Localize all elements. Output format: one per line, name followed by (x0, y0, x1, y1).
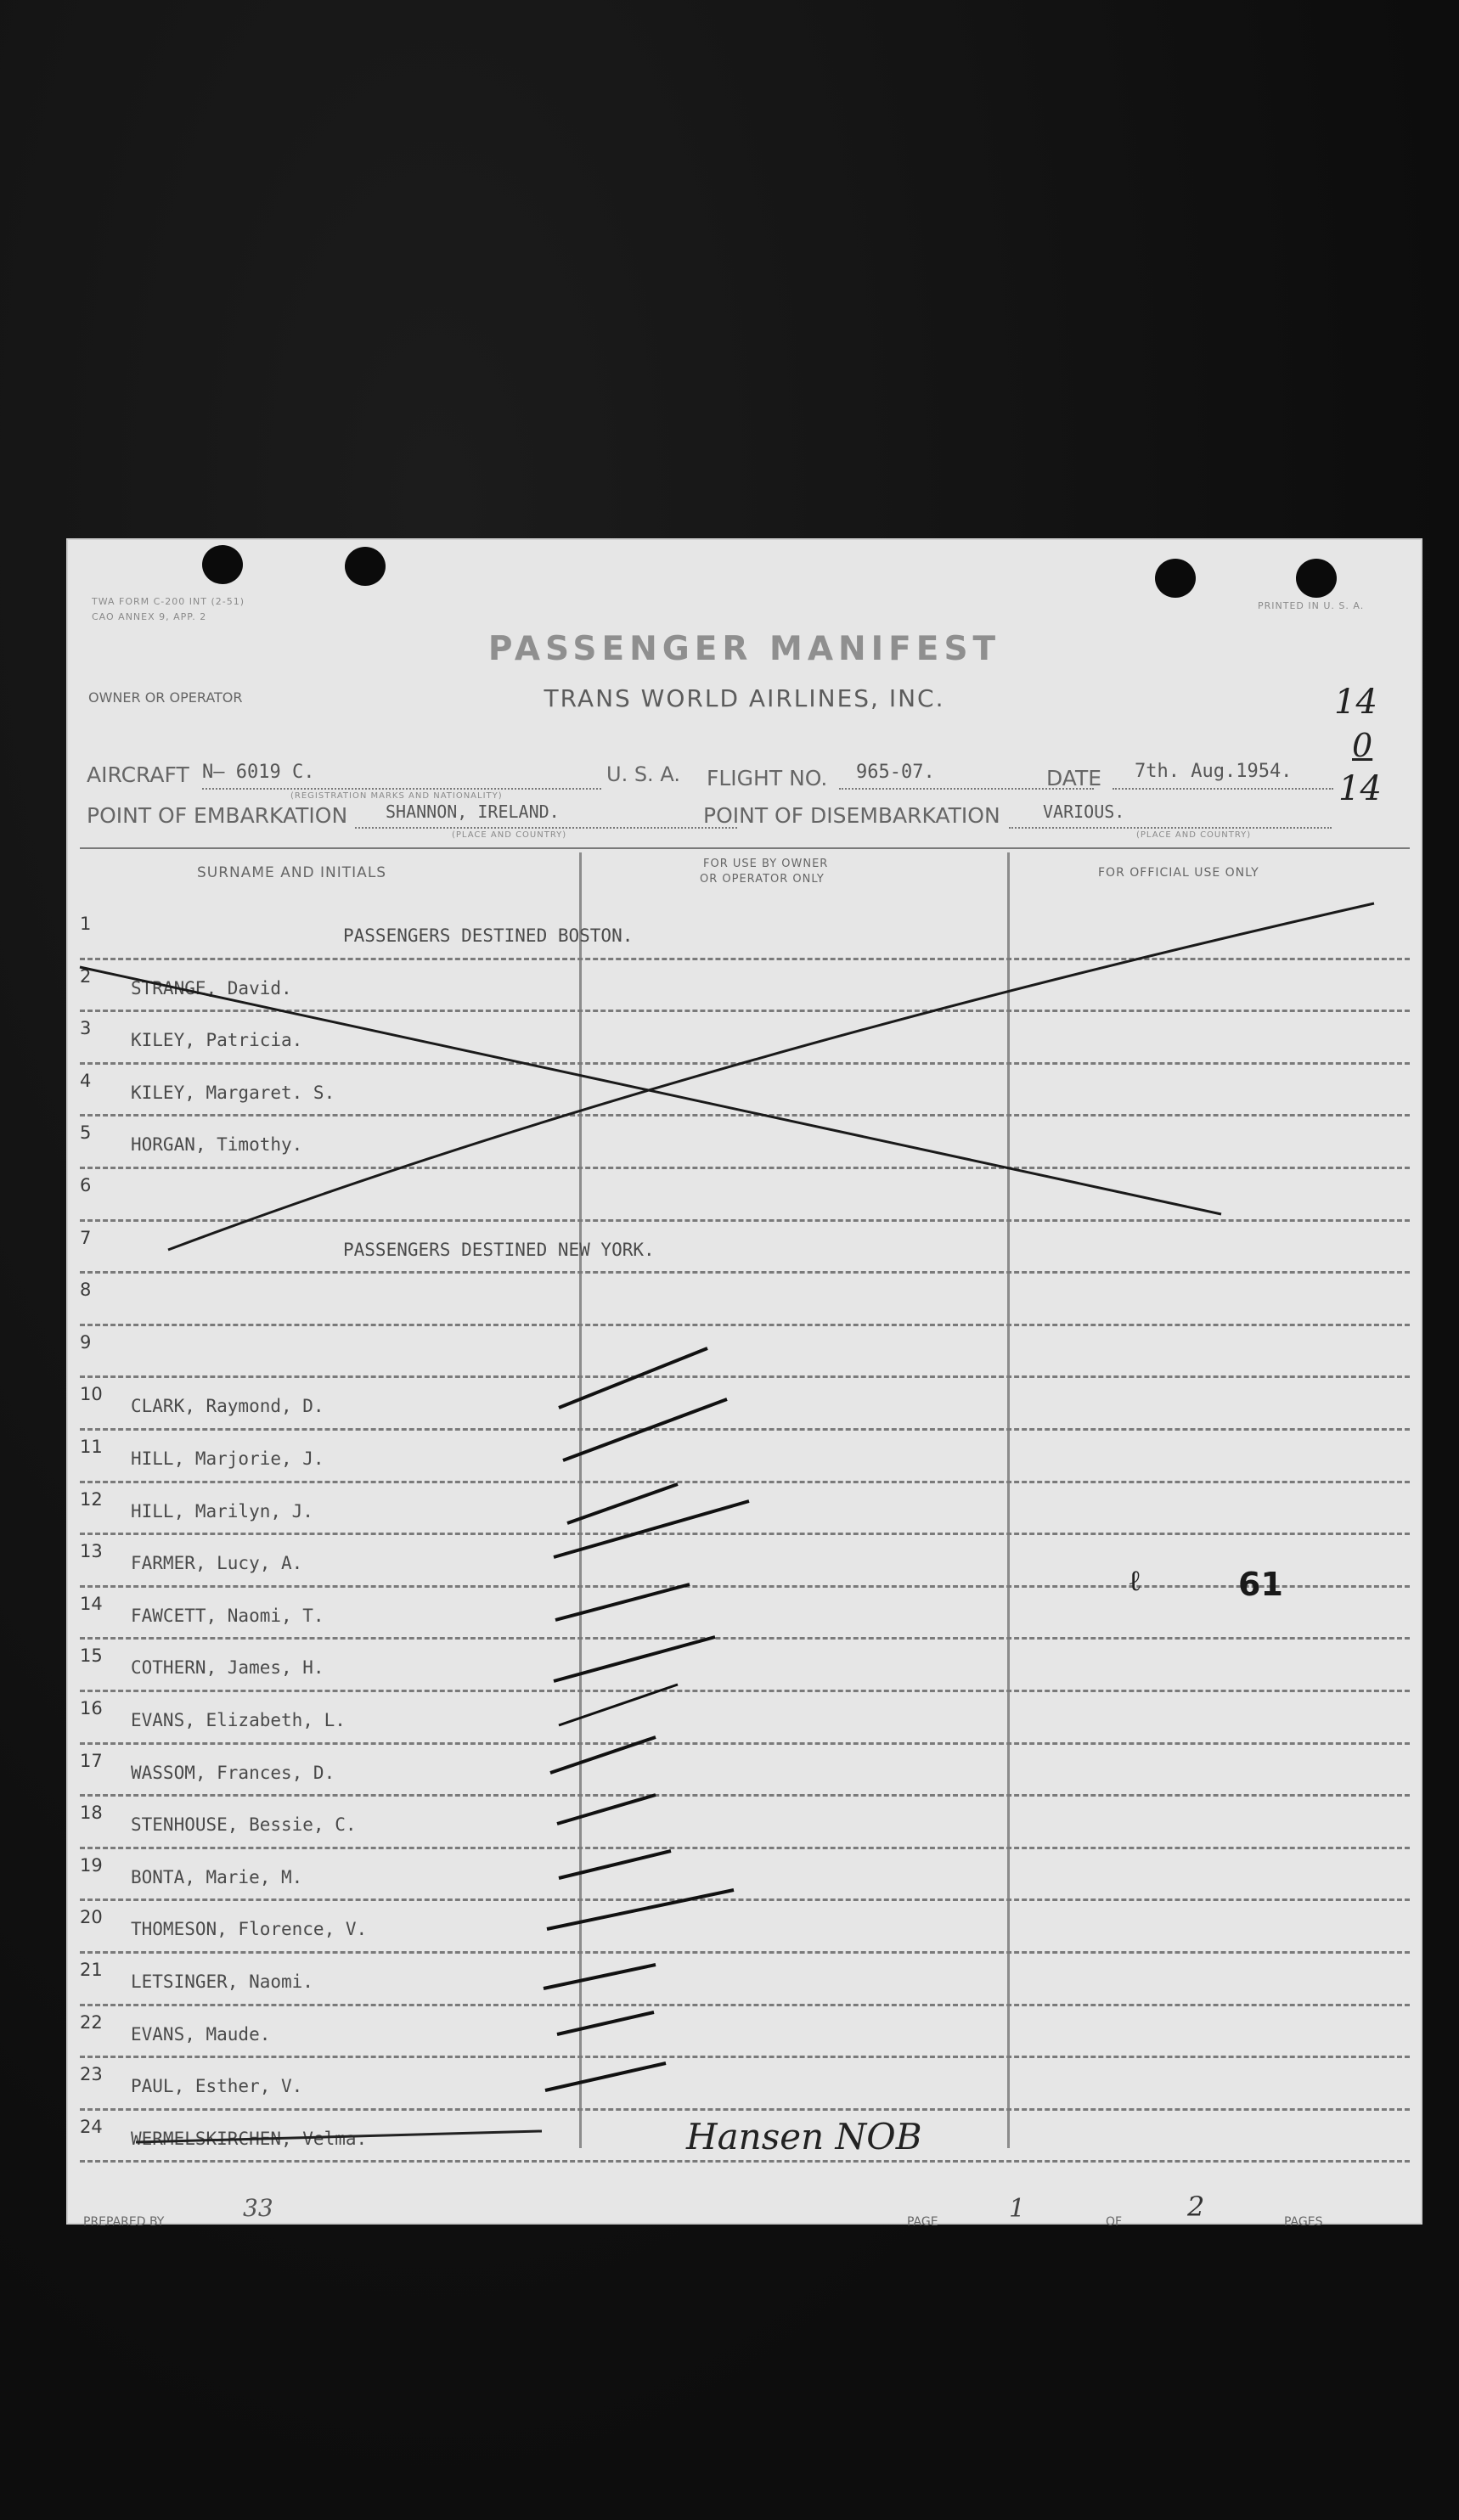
row-number: 2 (80, 966, 92, 987)
row-rule (80, 1533, 1410, 1535)
passenger-name: EVANS, Maude. (131, 2024, 271, 2045)
row-rule (80, 1951, 1410, 1954)
row-rule (80, 2056, 1410, 2058)
check-stroke (544, 1965, 656, 1988)
pages-label: PAGES (1284, 2215, 1323, 2229)
official-mark-number: 61 (1238, 1566, 1283, 1603)
handwritten-count: 14 (1338, 769, 1382, 808)
of-label: OF (1106, 2215, 1123, 2229)
page-label: PAGE (907, 2215, 938, 2229)
row-number: 19 (80, 1855, 103, 1876)
passenger-name: STENHOUSE, Bessie, C. (131, 1814, 357, 1835)
cross-out-line (168, 903, 1374, 1250)
row-number: 17 (80, 1751, 103, 1771)
row-rule (80, 1794, 1410, 1797)
punch-hole (1155, 559, 1196, 598)
check-stroke (547, 1890, 734, 1929)
row-number: 23 (80, 2064, 103, 2084)
field-line (202, 788, 601, 790)
column-header-owner-use: OR OPERATOR ONLY (700, 873, 825, 886)
passenger-name: THOMESON, Florence, V. (131, 1919, 368, 1939)
manifest-sheet (66, 538, 1422, 2229)
passenger-name: WERMELSKIRCHEN, Velma. (131, 2129, 368, 2149)
row-rule (80, 1114, 1410, 1117)
row-number: 10 (80, 1384, 103, 1404)
page-value: 1 (1009, 2194, 1026, 2224)
row-rule (80, 1481, 1410, 1483)
row-rule (80, 1062, 1410, 1065)
row-rule (80, 1847, 1410, 1849)
punch-hole (202, 545, 243, 584)
check-stroke (554, 1501, 749, 1557)
row-rule (80, 958, 1410, 960)
row-number: 3 (80, 1018, 92, 1038)
handwritten-count: 0 (1352, 727, 1373, 764)
owner-label: OWNER OR OPERATOR (88, 689, 243, 706)
disembark-value: VARIOUS. (1043, 802, 1125, 822)
passenger-name: COTHERN, James, H. (131, 1657, 324, 1678)
registration-note: (REGISTRATION MARKS AND NATIONALITY) (290, 791, 503, 801)
group-heading: PASSENGERS DESTINED NEW YORK. (343, 1240, 655, 1260)
aircraft-label: AIRCRAFT (87, 762, 189, 787)
column-header-surname: SURNAME AND INITIALS (197, 864, 387, 881)
check-stroke (557, 2012, 654, 2034)
row-number: 13 (80, 1541, 103, 1561)
passenger-name: CLARK, Raymond, D. (131, 1396, 324, 1416)
row-rule (80, 1324, 1410, 1326)
row-number: 16 (80, 1698, 103, 1718)
passenger-name: PAUL, Esther, V. (131, 2076, 303, 2096)
embark-label: POINT OF EMBARKATION (87, 803, 348, 828)
row-rule (80, 2108, 1410, 2111)
passenger-name: KILEY, Patricia. (131, 1030, 303, 1050)
row-rule (80, 1898, 1410, 1901)
embark-note: (PLACE AND COUNTRY) (452, 830, 567, 840)
aircraft-value: N— 6019 C. (202, 762, 315, 783)
row-rule (80, 1375, 1410, 1378)
field-line (355, 827, 737, 829)
table-top-rule (80, 847, 1410, 849)
row-rule (80, 1585, 1410, 1588)
row-number: 15 (80, 1645, 103, 1666)
passenger-name: FARMER, Lucy, A. (131, 1553, 303, 1573)
flight-label: FLIGHT NO. (707, 766, 828, 790)
row-rule (80, 1010, 1410, 1012)
row-rule (80, 1637, 1410, 1640)
row-number: 4 (80, 1071, 92, 1091)
form-annex: CAO ANNEX 9, APP. 2 (92, 611, 207, 622)
check-stroke (554, 1637, 715, 1681)
punch-hole (1296, 559, 1337, 598)
row-number: 6 (80, 1175, 92, 1195)
row-number: 22 (80, 2012, 103, 2033)
disembark-note: (PLACE AND COUNTRY) (1136, 830, 1252, 840)
row-number: 18 (80, 1803, 103, 1823)
check-stroke (559, 1851, 671, 1878)
nationality: U. S. A. (606, 762, 680, 786)
flight-value: 965-07. (856, 762, 935, 783)
airline-name: TRANS WORLD AIRLINES, INC. (544, 684, 945, 712)
date-value: 7th. Aug.1954. (1135, 761, 1293, 782)
passenger-name: STRANGE, David. (131, 978, 292, 998)
embark-value: SHANNON, IRELAND. (386, 802, 560, 822)
row-number: 1 (80, 914, 92, 934)
row-rule (80, 1428, 1410, 1431)
check-stroke (557, 1795, 656, 1824)
punch-hole (345, 547, 386, 586)
row-number: 5 (80, 1122, 92, 1143)
row-number: 21 (80, 1960, 103, 1980)
passenger-name: BONTA, Marie, M. (131, 1867, 303, 1887)
prepared-by-label: PREPARED BY (83, 2215, 165, 2229)
passenger-name: EVANS, Elizabeth, L. (131, 1710, 346, 1730)
check-stroke (555, 1584, 690, 1620)
passenger-name: HILL, Marjorie, J. (131, 1448, 324, 1469)
printed-note: PRINTED IN U. S. A. (1258, 600, 1365, 611)
row-rule (80, 1742, 1410, 1745)
row-number: 20 (80, 1907, 103, 1927)
row-rule (80, 2004, 1410, 2006)
form-code: TWA FORM C-200 INT (2-51) (92, 596, 245, 607)
date-label: DATE (1046, 766, 1102, 790)
disembark-label: POINT OF DISEMBARKATION (703, 803, 1000, 828)
column-divider (1007, 852, 1010, 2148)
passenger-name: HILL, Marilyn, J. (131, 1501, 313, 1522)
check-stroke (567, 1484, 678, 1523)
row-number: 7 (80, 1228, 92, 1248)
row-number: 14 (80, 1594, 103, 1614)
of-value: 2 (1187, 2191, 1205, 2223)
passenger-name: KILEY, Margaret. S. (131, 1083, 335, 1103)
handwritten-count: 14 (1334, 683, 1377, 722)
row-rule (80, 1271, 1410, 1274)
column-divider (579, 852, 582, 2148)
row-rule (80, 1219, 1410, 1222)
group-heading: PASSENGERS DESTINED BOSTON. (343, 925, 634, 946)
field-line (1009, 827, 1332, 829)
page-title: PASSENGER MANIFEST (487, 630, 1001, 668)
row-number: 9 (80, 1332, 92, 1353)
row-rule (80, 1690, 1410, 1692)
passenger-name: WASSOM, Frances, D. (131, 1763, 335, 1783)
row-number: 12 (80, 1489, 103, 1510)
column-header-official: FOR OFFICIAL USE ONLY (1098, 866, 1259, 880)
row-rule (80, 2160, 1410, 2163)
passenger-name: FAWCETT, Naomi, T. (131, 1606, 324, 1626)
official-mark: ℓ (1129, 1564, 1141, 1598)
row24-handwritten-note: Hansen NOB (686, 2116, 922, 2157)
row-number: 24 (80, 2117, 103, 2137)
row-number: 11 (80, 1437, 103, 1457)
field-line (1113, 788, 1333, 790)
row-number: 8 (80, 1280, 92, 1300)
passenger-name: HORGAN, Timothy. (131, 1134, 303, 1155)
row-rule (80, 1167, 1410, 1169)
column-header-owner-use: FOR USE BY OWNER (703, 858, 829, 870)
check-stroke (545, 2063, 666, 2090)
prepared-initials: 33 (243, 2194, 273, 2222)
passenger-name: LETSINGER, Naomi. (131, 1972, 313, 1992)
